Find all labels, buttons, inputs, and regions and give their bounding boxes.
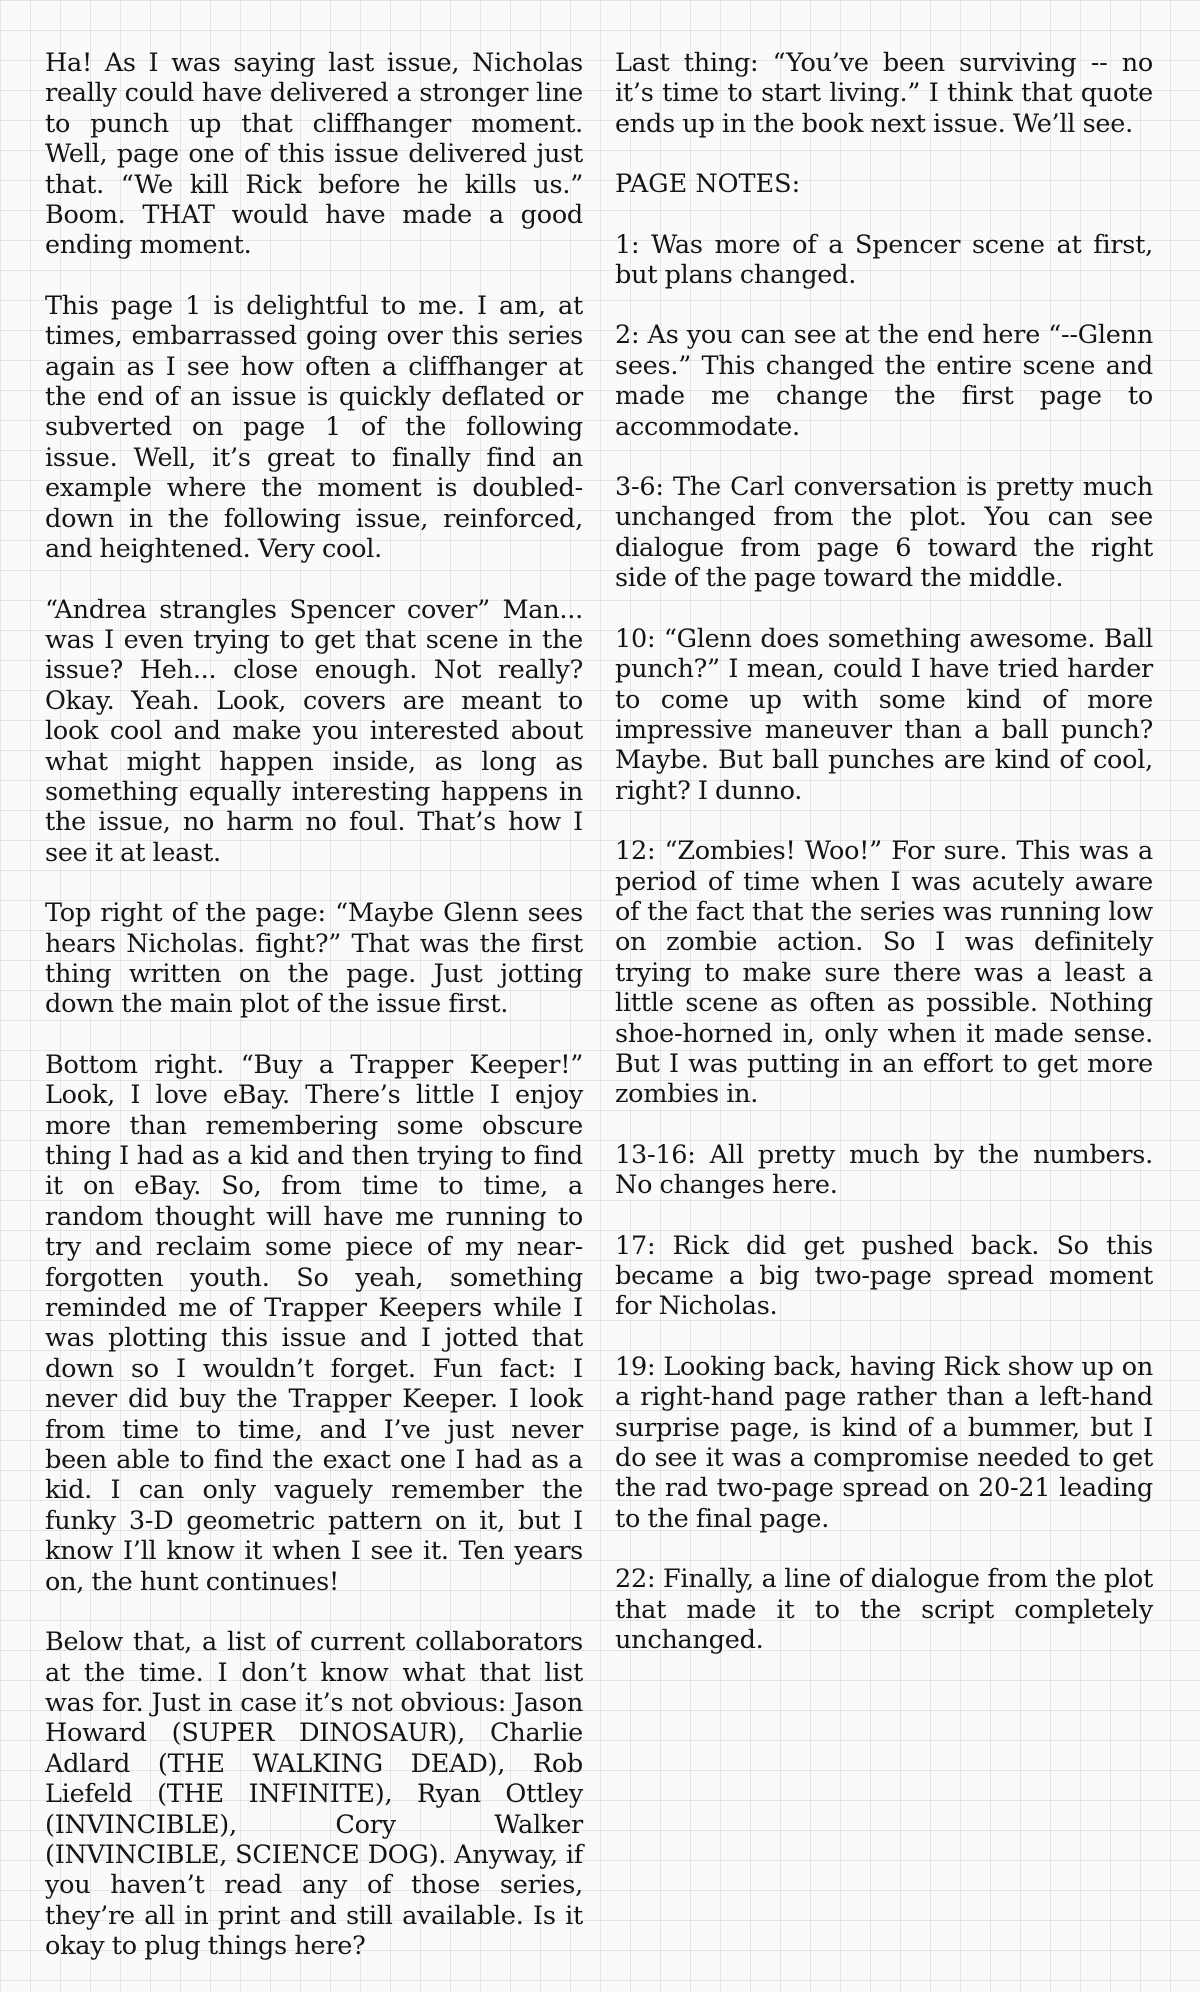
paragraph-page-one: This page 1 is delightful to me. I am, at times, embarrassed going over this series again as I see how often a cliffhanger at the end of an issue is quickly deflated or subverted on page 1 of the following issue. Well, it’s great to finally find an example where the moment is doubled-down in the following issue, reinforced, and heightened. Very cool. bbox=[45, 290, 583, 565]
left-column bbox=[45, 48, 583, 1992]
page-note-2: 2: As you can see at the end here “--Glenn sees.” This changed the entire scene and made me change the first page to accommodate. bbox=[615, 320, 1153, 442]
page-note-10: 10: “Glenn does something awesome. Ball punch?” I mean, could I have tried harder to come up with some kind of more impressive maneuver than a ball punch? Maybe. But ball punches are kind of cool, right? I dunno. bbox=[615, 623, 1153, 806]
page-note-1: 1: Was more of a Spencer scene at first, but plans changed. bbox=[615, 229, 1153, 291]
page-note-22: 22: Finally, a line of dialogue from the plot that made it to the script completely unchanged. bbox=[615, 1564, 1153, 1656]
right-column bbox=[615, 48, 1153, 1685]
page-note-17: 17: Rick did get pushed back. So this became a big two-page spread moment for Nicholas. bbox=[615, 1230, 1153, 1322]
page-notes-heading: PAGE NOTES: bbox=[615, 169, 801, 200]
paragraph-cover: “Andrea strangles Spencer cover” Man... was I even trying to get that scene in the issue? Heh... close enough. Not really? Okay. Yeah. Look, covers are meant to look cool and make you interested about what might happen inside, as long as something equally interesting happens in the issue, no harm no foul. That’s how I see it at least. bbox=[45, 594, 583, 868]
page-note-12: 12: “Zombies! Woo!” For sure. This was a period of time when I was acutely aware of the fact that the series was running low on zombie action. So I was definitely trying to make sure there was a least a little scene as often as possible. Nothing shoe-horned in, only when it made sense. But I was putting in an effort to get more zombies in. bbox=[615, 836, 1153, 1110]
paragraph-trapper-keeper: Bottom right. “Buy a Trapper Keeper!” Look, I love eBay. There’s little I enjoy more than remembering some obscure thing I had as a kid and then trying to find it on eBay. So, from time to time, a random thought will have me running to try and reclaim some piece of my near-forgotten youth. So yeah, something reminded me of Trapper Keepers while I was plotting this issue and I jotted that down so I wouldn’t forget. Fun fact: I never did buy the Trapper Keeper. I look from time to time, and I’ve just never been able to find the exact one I had as a kid. I can only vaguely remember the funky 3-D geometric pattern on it, but I know I’ll know it when I see it. Ten years on, the hunt continues! bbox=[45, 1049, 583, 1597]
paragraph-last-thing: Last thing: “You’ve been surviving -- no it’s time to start living.” I think that quote ends up in the book next issue. We’ll see. bbox=[615, 48, 1153, 139]
paragraph-collaborators: Below that, a list of current collaborators at the time. I don’t know what that list was for. Just in case it’s not obvious: Jason Howard (SUPER DINOSAUR), Charlie Adlard (THE WALKING DEAD), Rob Liefeld (THE INFINITE), Ryan Ottley (INVINCIBLE), Cory Walker (INVINCIBLE, SCIENCE DOG). Anyway, if you haven’t read any of those series, they’re all in print and still available. Is it okay to plug things here? bbox=[45, 1627, 583, 1962]
paragraph-top-right: Top right of the page: “Maybe Glenn sees hears Nicholas. fight?” That was the first thing written on the page. Just jotting down the main plot of the issue first. bbox=[45, 898, 583, 1020]
page-note-19: 19: Looking back, having Rick show up on a right-hand page rather than a left-hand surprise page, is kind of a bummer, but I do see it was a compromise needed to get the rad two-page spread on 20-21 leading to the final page. bbox=[615, 1351, 1153, 1534]
paragraph-cliffhanger-line: Ha! As I was saying last issue, Nicholas really could have delivered a stronger line to punch up that cliffhanger moment. Well, page one of this issue delivered just that. “We kill Rick before he kills us.” Boom. THAT would have made a good ending moment. bbox=[45, 48, 583, 261]
page-note-3-6: 3-6: The Carl conversation is pretty much unchanged from the plot. You can see dialogue from page 6 toward the right side of the page toward the middle. bbox=[615, 472, 1153, 594]
page-note-13-16: 13-16: All pretty much by the numbers. No changes here. bbox=[615, 1139, 1153, 1201]
